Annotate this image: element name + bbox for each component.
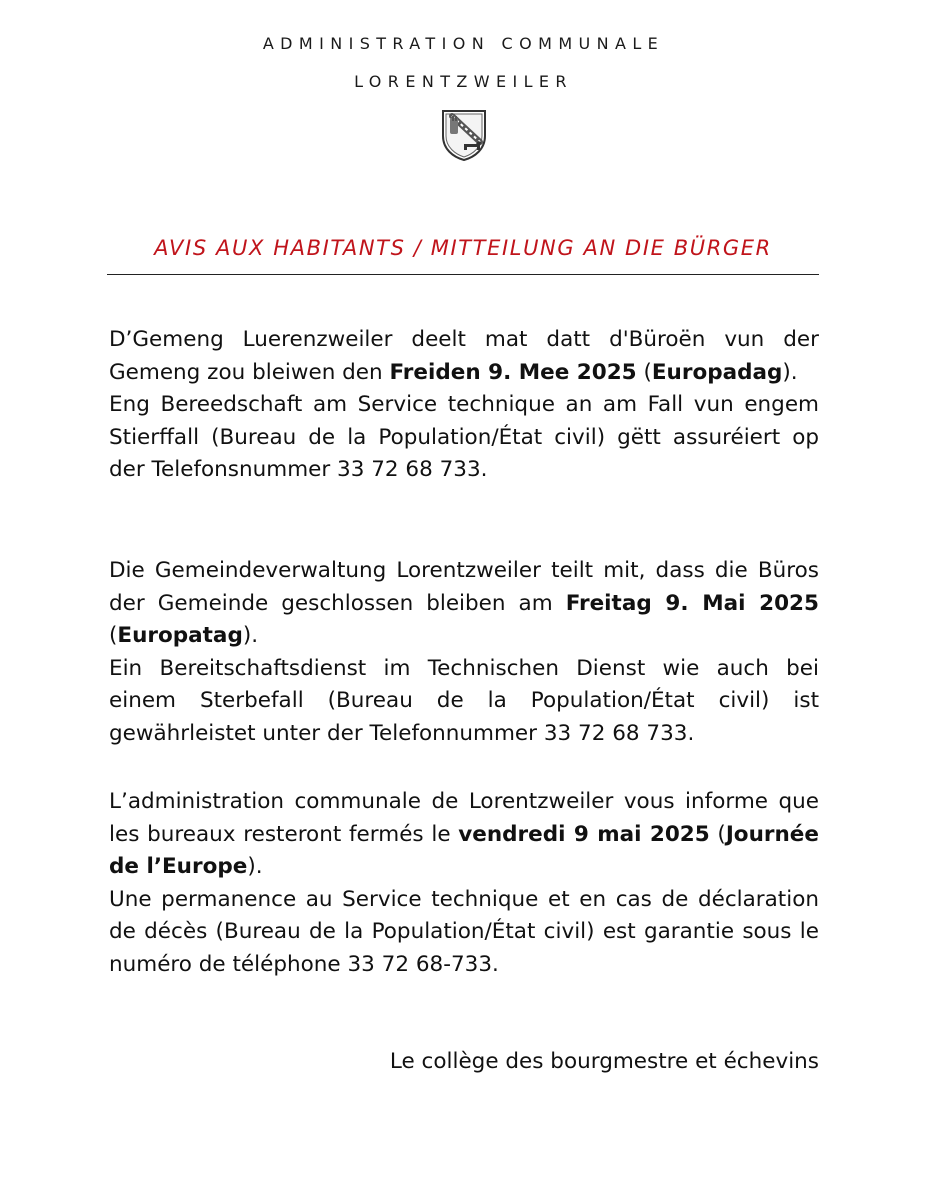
french-oncall-text: Une permanence au Service technique et en cas de déclaration de décès (Bureau de la Population/État civil) est garantie sous le numéro de téléphone 33 72 68-733. <box>109 886 819 977</box>
german-closure-text: Die Gemeindeverwaltung Lorentzweiler teilt mit, dass die Büros der Gemeinde geschlossen bleiben am Freitag 9. Mai 2025 (Europatag). <box>109 558 819 648</box>
german-oncall-text: Ein Bereitschaftsdienst im Technischen Dienst wie auch bei einem Sterbefall (Bureau de la Population/État civil) ist gewährleistet unter der Telefonnummer 33 72 68 733. <box>109 655 819 746</box>
luxembourgish-paragraph <box>109 324 819 487</box>
signature: Le collège des bourgmestre et échevins <box>389 1049 819 1074</box>
title-divider <box>107 274 819 275</box>
header-municipality: LORENTZWEILER <box>354 72 573 91</box>
header-administration: ADMINISTRATION COMMUNALE <box>262 34 665 53</box>
luxembourgish-closure-text: D’Gemeng Luerenzweiler deelt mat datt d'Büroën vun der Gemeng zou bleiwen den Freiden 9. Mee 2025 (Europadag). <box>109 327 819 385</box>
french-closure-text: L’administration communale de Lorentzweiler vous informe que les bureaux resteront fermés le vendredi 9 mai 2025 (Journée de l’Europe). <box>109 789 819 879</box>
german-paragraph <box>109 555 819 750</box>
french-paragraph <box>109 786 819 981</box>
luxembourgish-oncall-text: Eng Bereedschaft am Service technique an am Fall vun engem Stierffall (Bureau de la Population/État civil) gëtt assuréiert op der Telefonsnummer 33 72 68 733. <box>109 392 819 482</box>
coat-of-arms-icon <box>440 108 488 162</box>
notice-title: AVIS AUX HABITANTS / MITTEILUNG AN DIE BÜRGER <box>154 236 772 260</box>
